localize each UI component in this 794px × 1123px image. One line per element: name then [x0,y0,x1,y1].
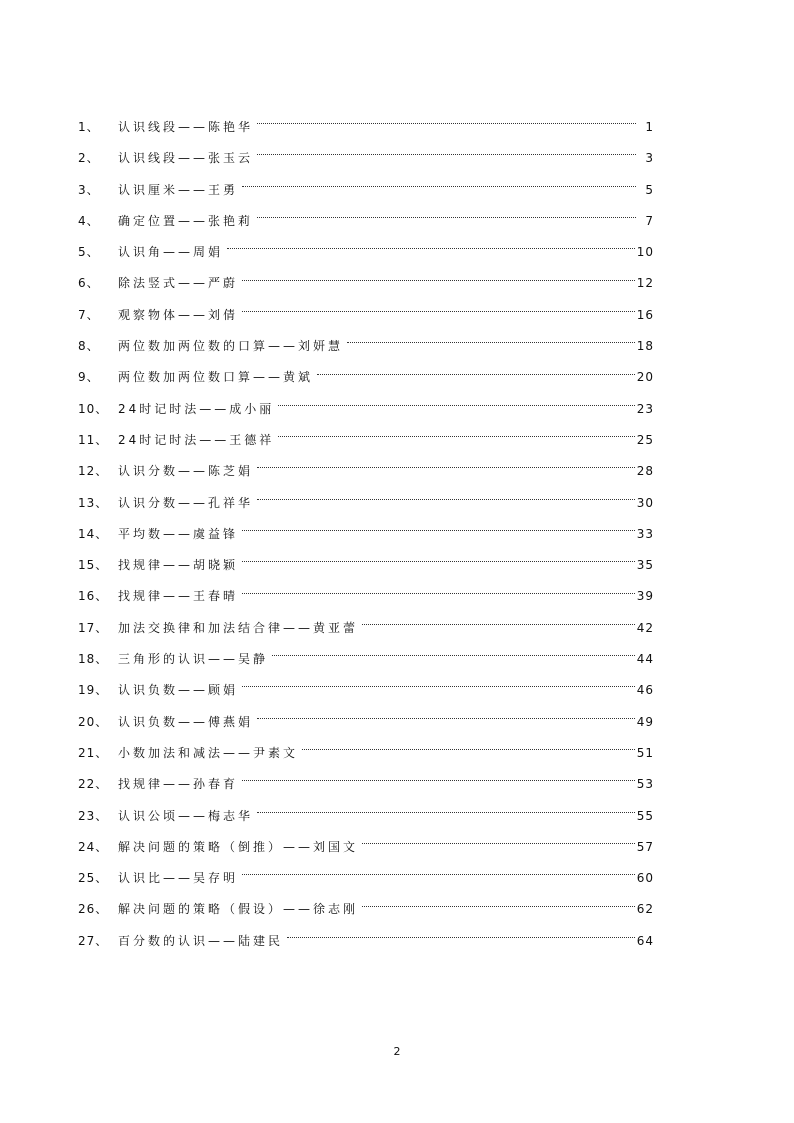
toc-entry-page: 51 [636,745,654,760]
toc-entry[interactable] [0,581,794,612]
toc-entry[interactable] [0,769,794,800]
toc-entry-page: 7 [645,213,654,228]
dot-leader [257,499,635,500]
toc-entry-number: 7、 [78,307,100,322]
dot-leader [287,937,635,938]
toc-entry-number: 25、 [78,871,109,886]
toc-entry-number: 4、 [78,213,100,228]
toc-entry[interactable] [0,801,794,832]
toc-entry[interactable] [0,425,794,456]
toc-entry[interactable] [0,613,794,644]
toc-entry-body [118,268,654,299]
toc-entry[interactable] [0,175,794,206]
toc-entry-number: 11、 [78,432,109,447]
toc-entry-page: 62 [636,902,654,917]
dot-leader [242,686,635,687]
toc-entry-number: 2、 [78,151,100,166]
toc-entry-title: 找规律——王春晴 [118,589,239,604]
page-number: 2 [393,1045,401,1058]
toc-entry-body [118,926,654,957]
dot-leader [242,280,635,281]
dot-leader [257,154,636,155]
toc-entry-number: 17、 [78,620,109,635]
toc-entry-page: 35 [636,558,654,573]
toc-entry-body [118,581,654,612]
toc-entry-number: 22、 [78,777,109,792]
toc-entry-page: 55 [636,808,654,823]
dot-leader [278,405,634,406]
toc-entry-page: 23 [636,401,654,416]
toc-entry-page: 64 [636,933,654,948]
toc-entry-number: 3、 [78,182,100,197]
toc-entry[interactable] [0,926,794,957]
dot-leader [242,874,635,875]
toc-entry-title: 认识公顷——梅志华 [118,808,254,823]
toc-entry-number: 21、 [78,745,109,760]
toc-entry-page: 44 [636,652,654,667]
dot-leader [242,186,636,187]
dot-leader [257,217,636,218]
toc-entry-title: 加法交换律和加法结合律——黄亚蕾 [118,620,359,635]
toc-entry-page: 16 [636,307,654,322]
toc-entry[interactable] [0,362,794,393]
toc-entry-title: 两位数加两位数的口算——刘妍慧 [118,339,344,354]
toc-entry-title: 三角形的认识——吴静 [118,652,269,667]
toc-entry-title: 两位数加两位数口算——黄斌 [118,370,314,385]
toc-entry-page: 53 [636,777,654,792]
toc-entry-number: 10、 [78,401,109,416]
toc-entry-body [118,801,654,832]
toc-entry-number: 23、 [78,808,109,823]
toc-entry-number: 1、 [78,120,100,134]
toc-entry-number: 19、 [78,683,109,698]
dot-leader [362,906,635,907]
dot-leader [272,655,635,656]
toc-entry-page: 5 [645,182,654,197]
toc-entry-page: 60 [636,871,654,886]
toc-entry-page: 49 [636,714,654,729]
toc-entry-title: 认识角——周娟 [118,245,224,260]
toc-entry-page: 1 [645,120,654,134]
toc-entry[interactable] [0,206,794,237]
toc-entry[interactable] [0,863,794,894]
toc-entry-number: 27、 [78,933,109,948]
toc-entry-page: 30 [636,495,654,510]
toc-entry-title: 观察物体——刘倩 [118,307,239,322]
toc-entry-page: 12 [636,276,654,291]
dot-leader [257,123,636,124]
toc-entry[interactable] [0,675,794,706]
toc-entry[interactable] [0,519,794,550]
dot-leader [242,593,635,594]
toc-entry-body [118,488,654,519]
toc-entry[interactable] [0,456,794,487]
toc-entry[interactable] [0,268,794,299]
toc-entry-page: 57 [636,839,654,854]
toc-entry[interactable] [0,112,794,143]
toc-entry-body [118,112,654,143]
toc-entry-body [118,425,654,456]
toc-entry-title: 小数加法和减法——尹素文 [118,745,299,760]
toc-entry[interactable] [0,237,794,268]
toc-entry-title: 认识负数——顾娟 [118,683,239,698]
dot-leader [257,467,635,468]
toc-entry[interactable] [0,707,794,738]
dot-leader [242,530,635,531]
toc-entry-body [118,644,654,675]
toc-entry[interactable] [0,644,794,675]
toc-entry-body [118,894,654,925]
toc-entry-page: 25 [636,432,654,447]
dot-leader [257,812,635,813]
toc-entry-page: 3 [645,151,654,166]
toc-entry-body [118,675,654,706]
toc-entry-title: 除法竖式——严蔚 [118,276,239,291]
dot-leader [362,843,635,844]
toc-entry-title: 认识线段——张玉云 [118,151,254,166]
dot-leader [317,374,635,375]
toc-entry-title: 解决问题的策略（假设）——徐志刚 [118,902,359,917]
toc-entry[interactable] [0,550,794,581]
toc-entry-body [118,206,654,237]
toc-entry-page: 18 [636,339,654,354]
toc-entry-body [118,362,654,393]
toc-entry-number: 12、 [78,464,109,479]
toc-entry-number: 14、 [78,526,109,541]
toc-entry-body [118,863,654,894]
toc-entry-number: 6、 [78,276,100,291]
dot-leader [227,248,635,249]
toc-entry-number: 8、 [78,339,100,354]
toc-entry-title: 认识分数——孔祥华 [118,495,254,510]
toc-entry-body [118,613,654,644]
toc-entry-body [118,832,654,863]
toc-entry-title: 24时记时法——王德祥 [118,432,275,447]
toc-entry[interactable] [0,832,794,863]
toc-entry-title: 认识负数——傅燕娟 [118,714,254,729]
toc-entry-body [118,519,654,550]
toc-entry-body [118,738,654,769]
toc-entry[interactable] [0,894,794,925]
toc-entry-body [118,143,654,174]
table-of-contents [0,112,794,957]
toc-entry-number: 26、 [78,902,109,917]
toc-entry-body [118,331,654,362]
toc-entry-title: 确定位置——张艳莉 [118,213,254,228]
toc-entry-title: 平均数——虞益锋 [118,526,239,541]
toc-entry-page: 20 [636,370,654,385]
dot-leader [242,311,635,312]
dot-leader [347,342,635,343]
toc-entry[interactable] [0,300,794,331]
toc-entry-page: 42 [636,620,654,635]
toc-entry-body [118,300,654,331]
toc-entry-body [118,394,654,425]
toc-entry-page: 39 [636,589,654,604]
toc-entry-title: 百分数的认识——陆建民 [118,933,284,948]
toc-entry[interactable] [0,738,794,769]
toc-entry-page: 28 [636,464,654,479]
toc-entry-number: 9、 [78,370,100,385]
dot-leader [302,749,635,750]
toc-entry-title: 认识分数——陈芝娟 [118,464,254,479]
dot-leader [242,561,635,562]
toc-entry-number: 24、 [78,839,109,854]
toc-entry[interactable] [0,331,794,362]
toc-entry-title: 认识厘米——王勇 [118,182,239,197]
toc-entry-number: 16、 [78,589,109,604]
toc-entry-title: 24时记时法——成小丽 [118,401,275,416]
dot-leader [278,436,634,437]
toc-entry-title: 找规律——孙春育 [118,777,239,792]
toc-entry-title: 认识线段——陈艳华 [118,120,254,134]
toc-entry-number: 13、 [78,495,109,510]
toc-entry-title: 解决问题的策略（倒推）——刘国文 [118,839,359,854]
toc-entry[interactable] [0,488,794,519]
dot-leader [242,780,635,781]
toc-entry-body [118,707,654,738]
toc-entry-body [118,237,654,268]
toc-entry[interactable] [0,143,794,174]
toc-entry-body [118,769,654,800]
toc-entry-number: 18、 [78,652,109,667]
toc-entry-number: 15、 [78,558,109,573]
toc-entry-page: 46 [636,683,654,698]
toc-entry-title: 认识比——吴存明 [118,871,239,886]
toc-entry-body [118,550,654,581]
dot-leader [362,624,635,625]
toc-entry-body [118,175,654,206]
toc-entry-page: 33 [636,526,654,541]
toc-entry-number: 20、 [78,714,109,729]
toc-entry-body [118,456,654,487]
toc-entry-page: 10 [636,245,654,260]
dot-leader [257,718,635,719]
toc-entry-number: 5、 [78,245,100,260]
toc-entry-title: 找规律——胡晓颖 [118,558,239,573]
toc-entry[interactable] [0,394,794,425]
